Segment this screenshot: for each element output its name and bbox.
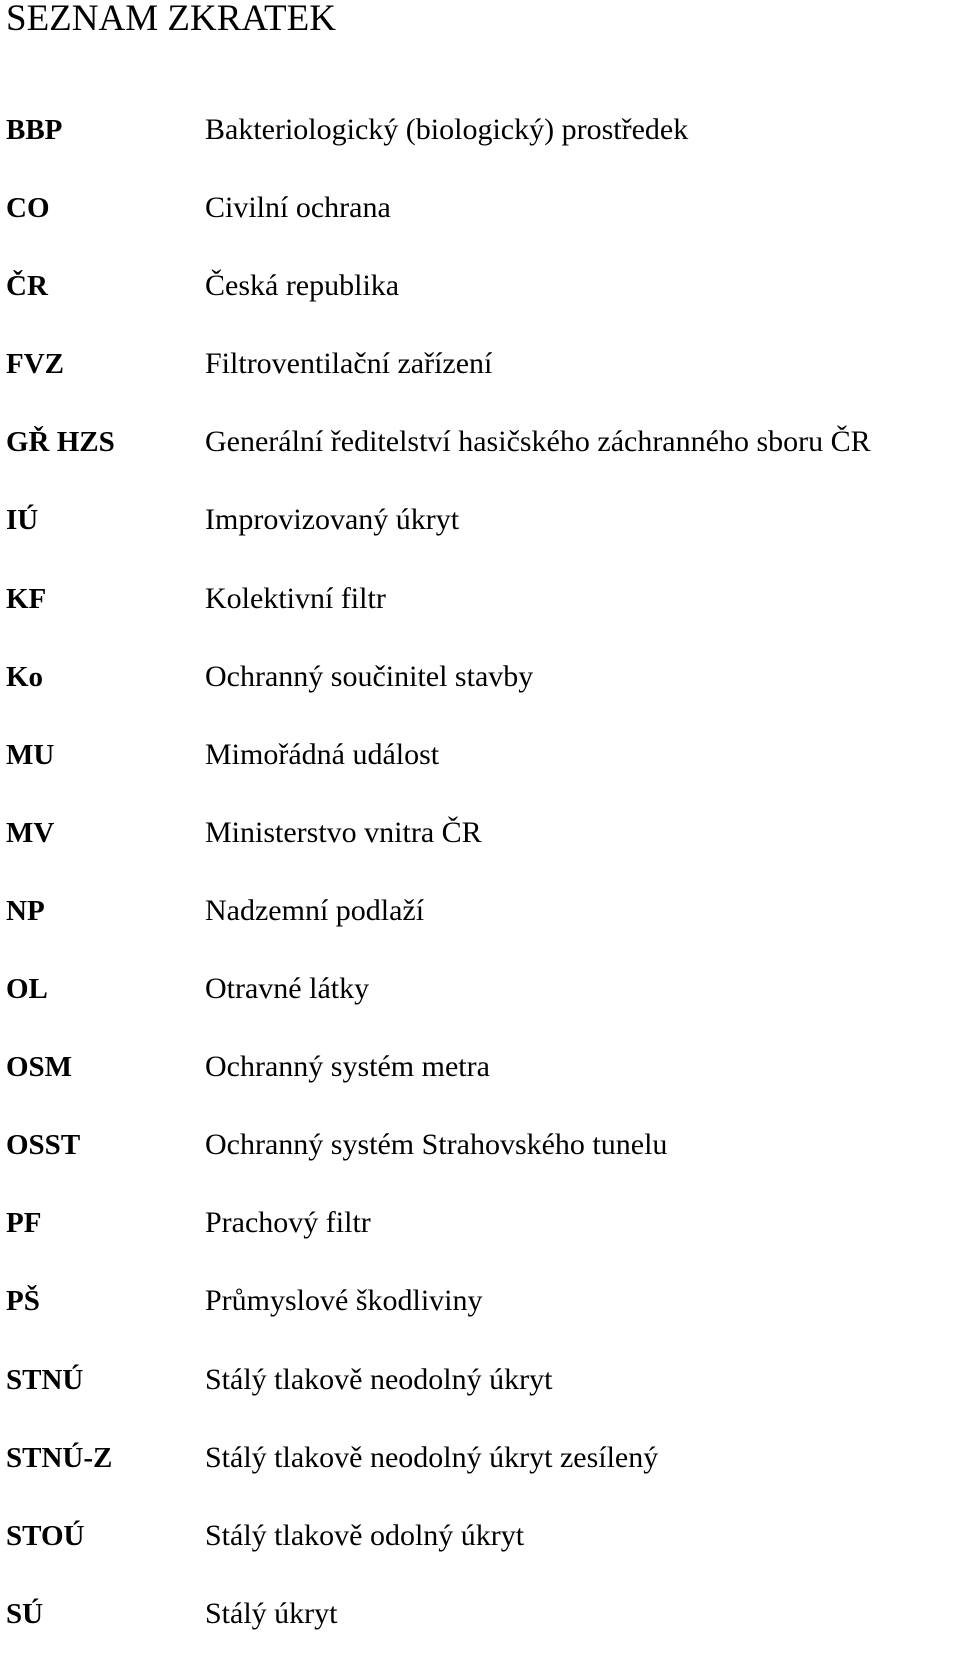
- abbreviation-row: [0, 1590, 960, 1668]
- abbreviation-row: [0, 496, 960, 574]
- abbreviation-meaning: Ministerstvo vnitra ČR: [205, 815, 482, 849]
- page-title: SEZNAM ZKRATEK: [6, 0, 336, 39]
- abbreviation-term: NP: [6, 894, 45, 927]
- abbreviation-row: [0, 1277, 960, 1355]
- abbreviation-row: [0, 1043, 960, 1121]
- abbreviation-row: [0, 106, 960, 184]
- abbreviation-term: STNÚ: [6, 1363, 84, 1396]
- abbreviation-row: [0, 575, 960, 653]
- abbreviation-list: [0, 106, 960, 1668]
- abbreviation-term: GŘ HZS: [6, 426, 115, 459]
- abbreviation-row: [0, 653, 960, 731]
- abbreviation-term: FVZ: [6, 348, 64, 381]
- abbreviation-term: CO: [6, 192, 50, 225]
- abbreviation-meaning: Stálý tlakově odolný úkryt: [205, 1518, 525, 1552]
- abbreviation-term: SÚ: [6, 1597, 44, 1630]
- abbreviation-term: STNÚ-Z: [6, 1441, 113, 1474]
- abbreviation-row: [0, 1356, 960, 1434]
- abbreviation-row: [0, 1512, 960, 1590]
- abbreviation-term: PŠ: [6, 1285, 40, 1318]
- abbreviation-term: OSST: [6, 1129, 81, 1162]
- abbreviation-meaning: Česká republika: [205, 269, 400, 303]
- abbreviation-meaning: Stálý úkryt: [205, 1596, 338, 1630]
- abbreviation-row: [0, 1434, 960, 1512]
- abbreviation-term: MV: [6, 816, 55, 849]
- abbreviation-meaning: Improvizovaný úkryt: [205, 503, 460, 537]
- abbreviation-term: ČR: [6, 270, 48, 303]
- abbreviation-meaning: Filtroventilační zařízení: [205, 347, 493, 381]
- abbreviation-term: IÚ: [6, 504, 39, 537]
- abbreviation-row: [0, 731, 960, 809]
- abbreviation-term: BBP: [6, 114, 63, 146]
- abbreviation-term: STOÚ: [6, 1519, 85, 1552]
- abbreviation-meaning: Prachový filtr: [205, 1206, 371, 1240]
- abbreviation-meaning: Ochranný systém metra: [205, 1050, 490, 1084]
- abbreviation-term: KF: [6, 582, 47, 615]
- abbreviation-meaning: Generální ředitelství hasičského záchranného sboru ČR: [205, 425, 871, 459]
- abbreviation-row: [0, 1199, 960, 1277]
- abbreviation-meaning: Nadzemní podlaží: [205, 893, 425, 927]
- abbreviation-meaning: Stálý tlakově neodolný úkryt: [205, 1362, 553, 1396]
- abbreviation-row: [0, 184, 960, 262]
- abbreviation-term: PF: [6, 1207, 42, 1240]
- abbreviation-term: OSM: [6, 1051, 73, 1084]
- abbreviation-meaning: Civilní ochrana: [205, 191, 391, 225]
- abbreviation-term: MU: [6, 738, 55, 771]
- abbreviation-meaning: Stálý tlakově neodolný úkryt zesílený: [205, 1440, 659, 1474]
- abbreviation-term: Ko: [6, 660, 44, 693]
- abbreviation-term: OL: [6, 973, 48, 1006]
- abbreviation-row: [0, 340, 960, 418]
- abbreviation-row: [0, 887, 960, 965]
- abbreviation-meaning: Kolektivní filtr: [205, 581, 386, 615]
- abbreviation-row: [0, 262, 960, 340]
- abbreviation-meaning: Ochranný součinitel stavby: [205, 659, 534, 693]
- abbreviation-row: [0, 965, 960, 1043]
- abbreviation-row: [0, 809, 960, 887]
- abbreviation-row: [0, 418, 960, 496]
- abbreviation-meaning: Průmyslové škodliviny: [205, 1284, 483, 1318]
- abbreviation-meaning: Mimořádná událost: [205, 737, 440, 771]
- abbreviation-meaning: Ochranný systém Strahovského tunelu: [205, 1128, 668, 1162]
- abbreviation-row: [0, 1121, 960, 1199]
- abbreviation-meaning: Otravné látky: [205, 972, 370, 1006]
- abbreviation-meaning: Bakteriologický (biologický) prostředek: [205, 113, 689, 146]
